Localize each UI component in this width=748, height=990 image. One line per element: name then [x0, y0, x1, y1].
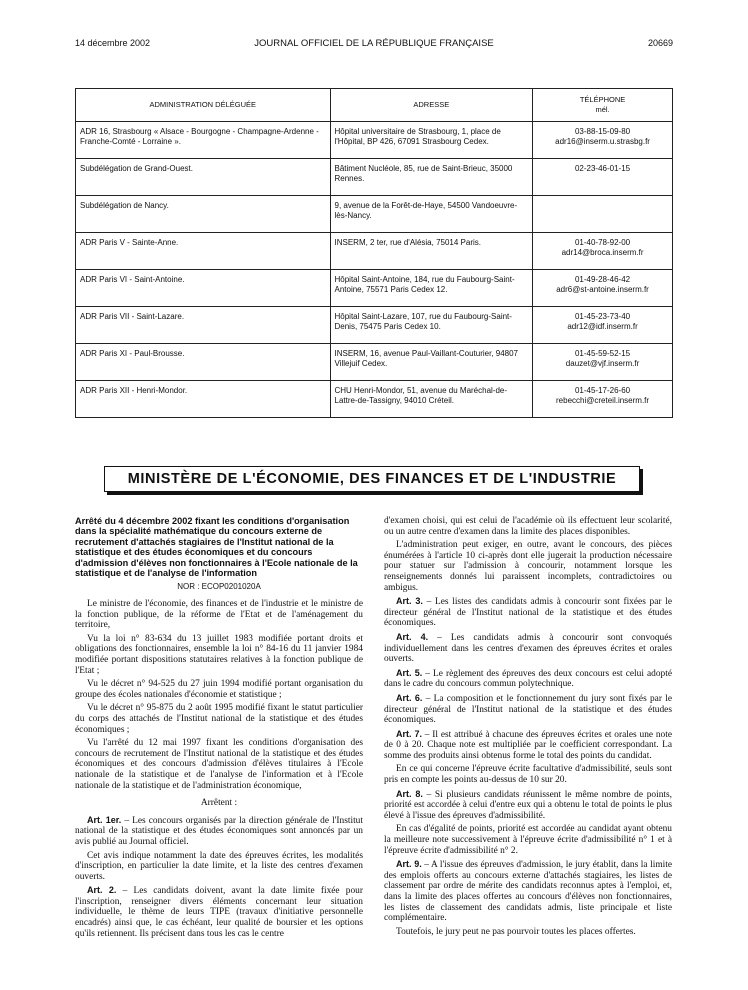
article-9: [384, 859, 672, 924]
column-header-admin: ADMINISTRATION DÉLÉGUÉE: [76, 89, 331, 122]
cell-adresse: Hôpital universitaire de Strasbourg, 1, place de l'Hôpital, BP 426, 67091 Strasbourg Cedex.: [330, 122, 533, 159]
article-2: [75, 885, 363, 939]
cell-mel: dauzet@vjf.inserm.fr: [565, 359, 640, 368]
cell-contact: [533, 233, 673, 270]
cell-adresse: INSERM, 2 ter, rue d'Alésia, 75014 Paris.: [330, 233, 533, 270]
cell-adresse: Hôpital Saint-Lazare, 107, rue du Faubourg-Saint-Denis, 75475 Paris Cedex 10.: [330, 307, 533, 344]
visa-paragraph: Vu le décret n° 95-875 du 2 août 1995 modifié fixant le statut particulier du corps des attachés de l'Institut national de la statistique et des études économiques ;: [75, 703, 363, 735]
article-text: – La composition et le fonctionnement du jury sont fixés par le directeur général de l'Institut national de la statistique et des études économiques.: [384, 693, 672, 726]
cell-tel: 01-45-59-52-15: [574, 349, 631, 358]
table-header-row: [76, 89, 673, 122]
column-header-adresse: ADRESSE: [330, 89, 533, 122]
article-text: – Le règlement des épreuves des deux concours est celui adopté dans le cadre du concours commun polytechnique.: [384, 668, 672, 690]
cell-contact: [533, 159, 673, 196]
cell-adresse: Bâtiment Nucléole, 85, rue de Saint-Brieuc, 35000 Rennes.: [330, 159, 533, 196]
cell-mel: adr16@inserm.u.strasbg.fr: [555, 137, 650, 146]
journal-title: JOURNAL OFFICIEL DE LA RÉPUBLIQUE FRANÇAISE: [254, 38, 494, 49]
cell-admin: ADR Paris V - Sainte-Anne.: [76, 233, 331, 270]
cell-tel: 03-88-15-09-80: [574, 127, 631, 136]
article-text: – Les candidats doivent, avant la date limite fixée pour l'inscription, renseigner divers éléments concernant leur situation individuelle, le thème de leurs TIPE (travaux d'initiative personnelle encadrés) ainsi que, le cas échéant, leur qualité de boursier et les options qu'ils retiennent. Ils précisent dans tous les cas le centre: [75, 886, 363, 939]
article-2-continuation: d'examen choisi, qui est celui de l'académie où ils effectuent leur scolarité, ou un autre centre d'examen dans la limite des places disponibles.: [384, 516, 672, 537]
article-5: [384, 668, 672, 690]
nor-reference: NOR : ECOP0201020A: [177, 582, 261, 592]
cell-tel: 01-40-78-92-00: [574, 238, 631, 247]
cell-mel: adr14@broca.inserm.fr: [561, 248, 644, 257]
table-row: [76, 381, 673, 418]
cell-admin: ADR Paris VI - Saint-Antoine.: [76, 270, 331, 307]
article-label: Art. 6.: [396, 692, 423, 703]
article-8-paragraph: En cas d'égalité de points, priorité est accordée au candidat ayant obtenu la meilleure note successivement à l'épreuve écrite d'admissibilité n° 1 et à l'épreuve écrite d'admissibilité n° 2.: [384, 824, 672, 856]
article-label: Art. 5.: [396, 667, 423, 678]
visa-paragraph: Vu l'arrêté du 12 mai 1997 fixant les conditions d'organisation des concours de recrutement de l'Institut national de la statistique et des études économiques et des concours d'admission d'élèves titulaires à l'Ecole nationale de la statistique et de l'analyse de l'information et à l'Ecole nationale de la statistique et de l'administration économique,: [75, 738, 363, 791]
page-header: [75, 38, 673, 52]
header-date: 14 décembre 2002: [75, 38, 151, 48]
cell-contact: [533, 381, 673, 418]
page-number: 20669: [647, 38, 673, 48]
cell-adresse: CHU Henri-Mondor, 51, avenue du Maréchal-de-Lattre-de-Tassigny, 94010 Créteil.: [330, 381, 533, 418]
right-column: [384, 516, 672, 940]
article-7: [384, 729, 672, 762]
article-label: Art. 1er.: [87, 814, 122, 825]
cell-mel: adr6@st-antoine.inserm.fr: [556, 285, 649, 294]
left-column: [75, 516, 363, 942]
cell-mel: rebecchi@creteil.inserm.fr: [556, 396, 650, 405]
visa-paragraph: Vu la loi n° 83-634 du 13 juillet 1983 modifiée portant droits et obligations des fonctionnaires, ensemble la loi n° 84-16 du 11 janvier 1984 modifiée portant dispositions statutaires relatives à la fonction publique de l'Etat ;: [75, 633, 363, 676]
table-row: [76, 307, 673, 344]
cell-adresse: INSERM, 16, avenue Paul-Vaillant-Couturier, 94807 Villejuif Cedex.: [330, 344, 533, 381]
article-9-paragraph: Toutefois, le jury peut ne pas pourvoir toutes les places offertes.: [396, 926, 636, 937]
column-header-tel: [533, 89, 673, 122]
table-row: [76, 233, 673, 270]
cell-mel: adr12@idf.inserm.fr: [567, 322, 638, 331]
cell-contact: [533, 270, 673, 307]
article-label: Art. 2.: [87, 885, 117, 896]
article-text: – Les concours organisés par la direction générale de l'Institut national de la statistique et des études économiques sont annoncés par un avis publié au Journal officiel.: [75, 815, 363, 847]
table-row: [76, 196, 673, 233]
table-row: [76, 270, 673, 307]
arretent-heading: Arrêtent :: [200, 798, 238, 809]
article-4: [384, 632, 672, 665]
cell-tel: 01-45-17-26-60: [574, 386, 631, 395]
visa-paragraph: Vu le décret n° 94-525 du 27 juin 1994 modifié portant organisation du groupe des écoles nationales d'économie et statistique ;: [75, 679, 363, 700]
article-label: Art. 3.: [396, 596, 423, 607]
article-label: Art. 9.: [396, 859, 422, 870]
cell-admin: Subdélégation de Nancy.: [76, 196, 331, 233]
cell-contact: [533, 196, 673, 233]
cell-contact: [533, 307, 673, 344]
cell-admin: ADR Paris XI - Paul-Brousse.: [76, 344, 331, 381]
cell-admin: ADR Paris VII - Saint-Lazare.: [76, 307, 331, 344]
table-row: [76, 344, 673, 381]
cell-tel: 01-49-28-46-42: [574, 275, 631, 284]
table-row: [76, 159, 673, 196]
administration-table: [75, 88, 673, 418]
article-7-paragraph: En ce qui concerne l'épreuve écrite facultative d'admissibilité, seuls sont pris en compte les points au-dessus de 10 sur 20.: [384, 764, 672, 786]
article-3: [384, 596, 672, 629]
article-1: [75, 815, 363, 848]
cell-adresse: 9, avenue de la Forêt-de-Haye, 54500 Vandoeuvre-lès-Nancy.: [330, 196, 533, 233]
arrete-title: Arrêté du 4 décembre 2002 fixant les conditions d'organisation dans la spécialité mathématique du concours externe de recrutement d'attachés stagiaires de l'Institut national de la statistique et des études économiques et du concours d'admission d'élèves non fonctionnaires à l'Ecole nationale de la statistique et de l'analyse de l'information: [75, 516, 358, 579]
article-text: – Les candidats admis à concourir sont convoqués individuellement dans les centres d'examen des épreuves écrites et orales ouverts.: [384, 632, 672, 665]
article-text: – Il est attribué à chacune des épreuves écrites et orales une note de 0 à 20. Chaque note est multipliée par le coefficient correspondant. La somme des produits ainsi obtenus forme le total des points du candidat.: [384, 729, 672, 761]
cell-adresse: Hôpital Saint-Antoine, 184, rue du Faubourg-Saint-Antoine, 75571 Paris Cedex 12.: [330, 270, 533, 307]
cell-admin: ADR 16, Strasbourg « Alsace - Bourgogne - Champagne-Ardenne - Franche-Comté - Lorraine ».: [76, 122, 331, 159]
article-label: Art. 7.: [396, 728, 422, 739]
article-1-paragraph: Cet avis indique notamment la date des épreuves écrites, les modalités d'inscription, en particulier la date limite, et la liste des centres d'examen ouverts.: [75, 850, 363, 882]
article-label: Art. 4.: [396, 631, 429, 642]
cell-contact: [533, 344, 673, 381]
article-label: Art. 8.: [396, 788, 423, 799]
cell-admin: Subdélégation de Grand-Ouest.: [76, 159, 331, 196]
ministry-heading: MINISTÈRE DE L'ÉCONOMIE, DES FINANCES ET DE L'INDUSTRIE: [104, 466, 640, 492]
article-6: [384, 693, 672, 726]
cell-contact: [533, 122, 673, 159]
cell-admin: ADR Paris XII - Henri-Mondor.: [76, 381, 331, 418]
article-8: [384, 789, 672, 822]
cell-tel: 02-23-46-01-15: [574, 164, 631, 173]
article-text: – Les listes des candidats admis à concourir sont fixées par le directeur général de l'Institut national de la statistique et des études économiques.: [384, 597, 672, 629]
table-row: [76, 122, 673, 159]
tel-header-label: TÉLÉPHONE: [579, 95, 626, 104]
mel-header-label: mél.: [595, 105, 610, 114]
article-text: – Si plusieurs candidats réunissent le même nombre de points, priorité est accordée à celui d'entre eux qui a obtenu le total de points le plus élevé à l'issue des épreuves d'admissibilité.: [384, 789, 672, 821]
article-text: – A l'issue des épreuves d'admission, le jury établit, dans la limite des emplois offerts au concours externe d'attachés stagiaires, les listes de classement par ordre de mérite des candidats reconnus aptes à l'emploi, et, dans la limite des places offertes au concours d'élèves non fonctionnaires, les listes de classement des candidats admis, liste principale et liste complémentaire.: [384, 860, 672, 924]
visa-paragraph: Le ministre de l'économie, des finances et de l'industrie et le ministre de la fonction publique, de la réforme de l'Etat et de l'aménagement du territoire,: [75, 599, 363, 631]
article-2-paragraph: L'administration peut exiger, en outre, avant le concours, des pièces énumérées à l'article 10 ci-après dont elle jugerait la production nécessaire pour statuer sur l'admission à concourir, notamment lorsque les renseignements donnés lui paraissent incomplets, contradictoires ou ambigus.: [384, 540, 672, 593]
cell-tel: 01-45-23-73-40: [574, 312, 631, 321]
